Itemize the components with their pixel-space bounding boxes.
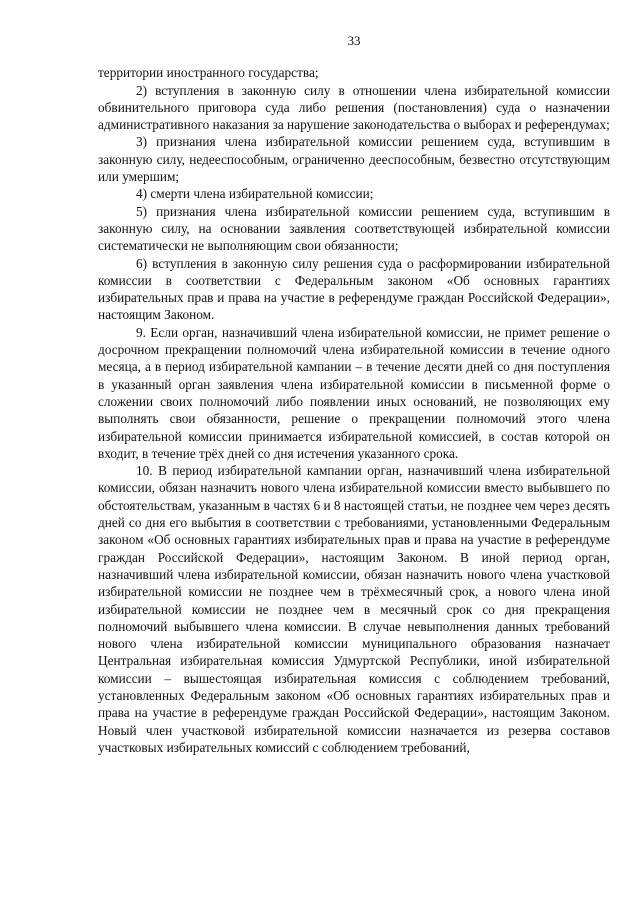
paragraph-p6: 9. Если орган, назначивший члена избирательной комиссии, не примет решение о досрочном прекращении полномочий члена избирательной комиссии в течение одного месяца, а в период избирательной кампании – в течение десяти дней со дня поступления в указанный орган заявления члена избирательной комиссии в письменной форме о сложении своих полномочий либо появлении иных оснований, не позволяющих ему выполнять свои обязанности, решение о прекращении полномочий этого члена избирательной комиссии принимается избирательной комиссией, в состав которой он входит, в течение трёх дней со дня истечения указанного срока. — [98, 324, 610, 461]
paragraph-p1: 2) вступления в законную силу в отношении члена избирательной комиссии обвинительного приговора суда либо решения (постановления) суда о назначении административного наказания за нарушение законодательства о выборах и референдумах; — [98, 82, 610, 133]
paragraph-p5: 6) вступления в законную силу решения суда о расформировании избирательной комиссии в соответствии с Федеральным законом «Об основных гарантиях избирательных прав и права на участие в референдуме граждан Российской Федерации», настоящим Законом. — [98, 255, 610, 323]
paragraph-p0: территории иностранного государства; — [98, 65, 319, 81]
paragraph-p2: 3) признания члена избирательной комиссии решением суда, вступившим в законную силу, недееспособным, ограниченно дееспособным, безвестно отсутствующим или умершим; — [98, 134, 610, 185]
paragraph-p7: 10. В период избирательной кампании орган, назначивший члена избирательной комиссии, обязан назначить нового члена избирательной комиссии вместо выбывшего по обстоятельствам, указанным в частях 6 и 8 настоящей статьи, не позднее чем через десять дней со дня его выбытия в соответствии с требованиями, установленными Федеральным законом «Об основных гарантиях избирательных прав и права на участие в референдуме граждан Российской Федерации», настоящим Законом. В иной период орган, назначивший члена избирательной комиссии, обязан назначить нового члена участковой избирательной комиссии не позднее чем в трёхмесячный срок, а нового члена иной избирательной комиссии не позднее чем в месячный срок со дня прекращения полномочий выбывшего члена комиссии. В случае невыполнения данных требований нового члена избирательной комиссии муниципального образования назначает Центральная избирательная комиссия Удмуртской Республики, иной избирательной комиссии – вышестоящая избирательная комиссия с соблюдением требований, установленных Федеральным законом «Об основных гарантиях избирательных прав и права на участие в референдуме граждан Российской Федерации», настоящим Законом. Новый член участковой избирательной комиссии назначается из резерва составов участковых избирательных комиссий с соблюдением требований, — [98, 463, 610, 755]
paragraph-p3: 4) смерти члена избирательной комиссии; — [136, 186, 374, 202]
document-page — [98, 32, 610, 756]
document-body — [98, 64, 610, 756]
page-number: 33 — [347, 33, 361, 48]
paragraph-p4: 5) признания члена избирательной комиссии решением суда, вступившим в законную силу, на основании заявления соответствующей избирательной комиссии систематически не выполняющим свои обязанности; — [98, 203, 610, 254]
